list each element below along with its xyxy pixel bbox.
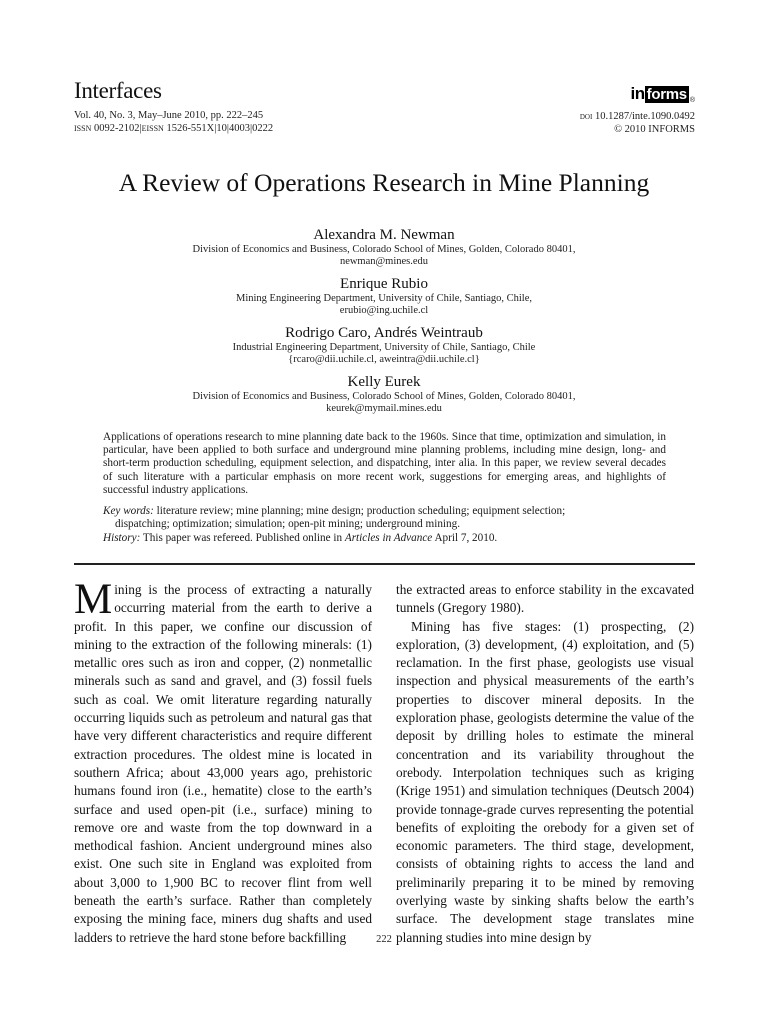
author-list [0, 226, 768, 422]
issue-code: 10 [216, 123, 227, 134]
author-name: Enrique Rubio [340, 276, 428, 292]
author-affiliation: Division of Economics and Business, Colorado School of Mines, Golden, Colorado 80401, [192, 244, 576, 255]
author-name: Alexandra M. Newman [313, 227, 455, 243]
journal-meta [74, 109, 273, 135]
eissn-label: eissn [141, 122, 164, 134]
keywords-line-1: Key words: literature review; mine planning; mine design; production scheduling; equipment selection; [103, 505, 566, 517]
doi-block [580, 110, 695, 136]
author-name: Rodrigo Caro, Andrés Weintraub [285, 325, 483, 341]
logo-text-in: in [630, 84, 645, 103]
history-text: This paper was refereed. Published online in [142, 532, 343, 544]
drop-cap: M [74, 576, 113, 623]
copyright-line: © 2010 INFORMS [614, 124, 695, 135]
author-block [0, 373, 768, 415]
abstract: Applications of operations research to mine planning date back to the 1960s. Since that time, optimization and simulation, in particular, have been applied to both surface and underground mine planning problems, including mine design, long- and short-term production scheduling, equipment selection, and dispatching, inter alia. In this paper, we review several decades of such literature with a particular emphasis on more recent work, suggestions for emerging areas, and highlights of successful industry applications. [103, 431, 666, 496]
issn-label: issn [74, 122, 92, 134]
author-affiliation: Industrial Engineering Department, University of Chile, Santiago, Chile [232, 342, 536, 353]
issn-line: issn 0092-2102|eissn 1526-551X|10|4003|0222 [74, 122, 274, 134]
history-italic: Articles in Advance [344, 532, 433, 544]
eissn-value: 1526-551X [166, 123, 215, 134]
keywords [103, 505, 666, 531]
author-affiliation: Mining Engineering Department, University of Chile, Santiago, Chile, [236, 293, 532, 304]
keywords-label: Key words [103, 505, 151, 517]
author-block [0, 324, 768, 366]
logo-text-forms: forms [646, 85, 687, 103]
issn-value: 0092-2102 [93, 123, 140, 134]
body-column-right [396, 581, 694, 947]
issue-code-2: 4003 [229, 123, 250, 134]
logo-registered-mark: ® [689, 97, 695, 104]
issue-code-3: 0222 [252, 123, 274, 134]
history: History: This paper was refereed. Published online in Articles in Advance April 7, 2010. [103, 532, 498, 544]
section-divider [74, 563, 695, 565]
history-date: April 7, 2010. [434, 532, 498, 544]
body-paragraph: Mining has five stages: (1) prospecting, (2) exploration, (3) development, (4) exploitation, and (5) reclamation. In the first phase, geologists use visual inspection and physical measurements of the earth’s properties to discover mineral deposits. In the exploration phase, geologists determine the value of the deposit by drilling holes to estimate the mineral concentration and its variability throughout the orebody. Interpolation techniques such as kriging (Krige 1951) and simulation techniques (Deutsch 2004) provide tonnage-grade curves representing the potential benefits of exploiting the orebody for a given set of economic parameters. The third stage, development, consists of obtaining rights to access the land and preliminarily preparing it to be mined by removing overlying waste by sinking shafts below the earth’s surface. The development stage translates mine planning studies into mine design by [396, 618, 694, 945]
journal-name: Interfaces [74, 78, 162, 103]
keywords-text-2: dispatching; optimization; simulation; open-pit mining; underground mining. [115, 518, 461, 531]
doi-link[interactable]: 10.1287/inte.1090.0492 [594, 111, 695, 122]
author-email[interactable]: newman@mines.edu [339, 256, 429, 267]
body-paragraph: the extracted areas to enforce stability in the excavated tunnels (Gregory 1980). [396, 582, 694, 616]
author-email[interactable]: keurek@mymail.mines.edu [326, 403, 442, 414]
doi-line [580, 110, 695, 123]
paper-title: A Review of Operations Research in Mine Planning [118, 168, 650, 197]
author-block [0, 226, 768, 268]
author-name: Kelly Eurek [347, 374, 421, 390]
doi-label: doi [579, 111, 593, 122]
volume-line: Vol. 40, No. 3, May–June 2010, pp. 222–245 [74, 110, 264, 121]
informs-logo [631, 84, 695, 104]
history-label: History [103, 532, 137, 544]
author-block [0, 275, 768, 317]
body-paragraph [74, 576, 372, 947]
author-email[interactable]: {rcaro@dii.uchile.cl, aweintra@dii.uchile.cl} [288, 354, 480, 365]
page-number: 222 [376, 934, 392, 945]
author-affiliation: Division of Economics and Business, Colorado School of Mines, Golden, Colorado 80401, [192, 391, 576, 402]
body-text: ining is the process of extracting a naturally occurring material from the earth to derive a profit. In this paper, we confine our discussion of mining to the extraction of the following minerals: (1) metallic ores such as iron and copper, (2) nonmetallic minerals such as sand and gravel, and (3) fossil fuels such as coal. We omit literature regarding naturally occurring liquids such as petroleum and natural gas that have very different characteristics and require different extraction procedures. The oldest mine is located in southern Africa; about 43,000 years ago, prehistoric humans found iron (i.e., hematite) close to the earth’s surface and used open-pit (i.e., surface) mining to remove ore and waste from the top downward in a methodical fashion. Ancient underground mines also exist. One such site in England was exploited from about 3,000 to 1,900 BC to recover flint from well beneath the earth’s surface. Rather than completely exposing the mining face, miners dug shafts and used ladders to retrieve the hard stone before backfilling [74, 582, 372, 945]
author-email[interactable]: erubio@ing.uchile.cl [339, 305, 429, 316]
body-column-left [74, 576, 372, 947]
keywords-text-1: literature review; mine planning; mine design; production scheduling; equipment selection; [156, 505, 566, 517]
